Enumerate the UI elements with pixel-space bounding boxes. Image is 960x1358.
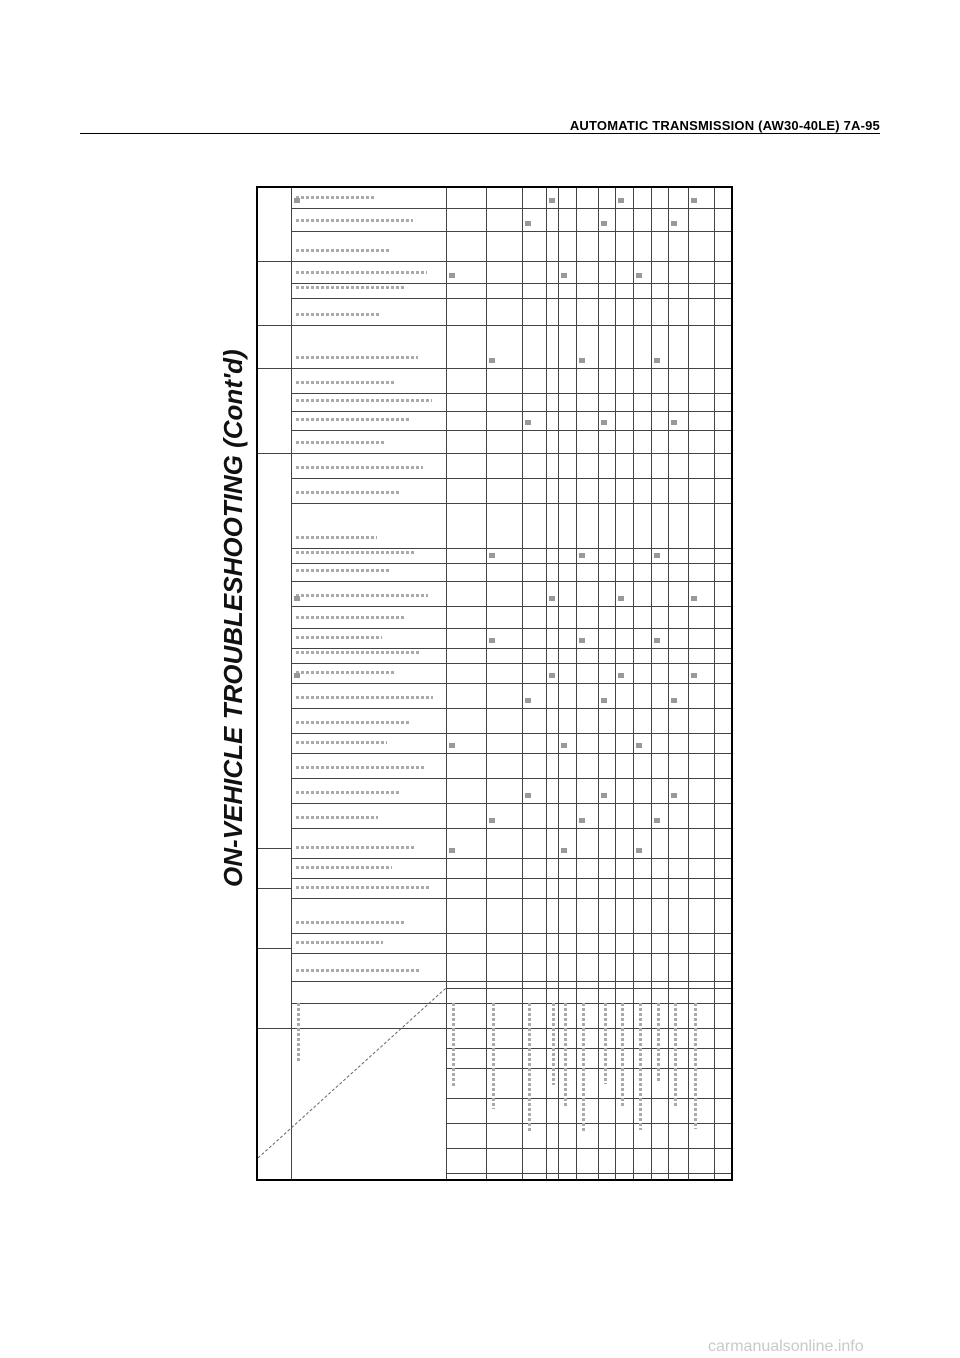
illegible-cell-mark <box>489 358 495 363</box>
illegible-cell-mark <box>671 698 677 703</box>
illegible-row-label <box>296 356 418 359</box>
illegible-row-label <box>296 741 387 744</box>
illegible-row-label <box>296 866 392 869</box>
illegible-cell-mark <box>601 793 607 798</box>
illegible-cell-mark <box>691 198 697 203</box>
illegible-row-label <box>296 271 427 274</box>
illegible-cell-mark <box>294 596 300 601</box>
illegible-row-label <box>296 846 415 849</box>
illegible-cell-mark <box>561 743 567 748</box>
illegible-cell-mark <box>636 743 642 748</box>
illegible-cell-mark <box>618 198 624 203</box>
illegible-row-label <box>296 536 377 539</box>
illegible-row-label <box>296 671 396 674</box>
illegible-cell-mark <box>549 198 555 203</box>
illegible-column-header <box>657 1003 660 1083</box>
illegible-row-label <box>296 196 376 199</box>
illegible-row-label <box>296 219 413 222</box>
illegible-cell-mark <box>601 420 607 425</box>
page-title: ON-VEHICLE TROUBLESHOOTING (Cont'd) <box>218 349 248 887</box>
illegible-cell-mark <box>525 420 531 425</box>
illegible-row-label <box>296 491 400 494</box>
illegible-cell-mark <box>294 673 300 678</box>
illegible-row-label <box>296 551 414 554</box>
illegible-column-header <box>694 1003 697 1129</box>
illegible-cell-mark <box>601 221 607 226</box>
illegible-column-header <box>674 1003 677 1106</box>
illegible-cell-mark <box>618 596 624 601</box>
illegible-cell-mark <box>654 818 660 823</box>
illegible-row-label <box>296 466 423 469</box>
illegible-column-header <box>528 1003 531 1132</box>
illegible-row-label <box>296 569 391 572</box>
header-band-rule <box>446 988 731 989</box>
illegible-cell-mark <box>671 793 677 798</box>
illegible-cell-mark <box>449 273 455 278</box>
illegible-cell-mark <box>691 596 697 601</box>
illegible-column-header <box>604 1003 607 1084</box>
illegible-cell-mark <box>549 596 555 601</box>
illegible-cell-mark <box>525 793 531 798</box>
illegible-row-label <box>296 721 410 724</box>
illegible-cell-mark <box>671 221 677 226</box>
illegible-cell-mark <box>549 673 555 678</box>
illegible-row-label <box>296 816 378 819</box>
illegible-cell-mark <box>449 848 455 853</box>
illegible-cell-mark <box>525 698 531 703</box>
illegible-row-label <box>296 636 382 639</box>
illegible-row-label <box>296 766 424 769</box>
illegible-row-label <box>296 249 390 252</box>
illegible-row-label <box>296 441 386 444</box>
watermark: carmanualsonline.info <box>708 1338 864 1355</box>
illegible-cell-mark <box>294 198 300 203</box>
illegible-row-label <box>296 313 381 316</box>
illegible-cell-mark <box>601 698 607 703</box>
illegible-row-label <box>296 941 383 944</box>
illegible-cell-mark <box>489 638 495 643</box>
header-rule <box>80 133 880 134</box>
illegible-cell-mark <box>489 553 495 558</box>
illegible-cell-mark <box>691 673 697 678</box>
illegible-column-header <box>492 1003 495 1109</box>
illegible-cell-mark <box>561 848 567 853</box>
illegible-row-label <box>296 696 433 699</box>
illegible-column-header <box>564 1003 567 1108</box>
illegible-row-label <box>296 969 420 972</box>
illegible-cell-mark <box>579 358 585 363</box>
illegible-cell-mark <box>449 743 455 748</box>
illegible-column-header <box>552 1003 555 1085</box>
illegible-row-label <box>296 651 419 654</box>
illegible-cell-mark <box>579 553 585 558</box>
illegible-cell-mark <box>489 818 495 823</box>
illegible-row-label <box>296 594 428 597</box>
illegible-cell-mark <box>636 273 642 278</box>
illegible-row-label <box>296 399 432 402</box>
illegible-column-header <box>452 1003 455 1086</box>
illegible-cell-mark <box>579 638 585 643</box>
illegible-row-label <box>296 791 401 794</box>
illegible-row-label <box>296 286 404 289</box>
illegible-cell-mark <box>525 221 531 226</box>
illegible-column-header <box>639 1003 642 1130</box>
page-header-title: AUTOMATIC TRANSMISSION (AW30-40LE) 7A-95 <box>569 118 880 133</box>
illegible-row-label <box>296 418 409 421</box>
illegible-cell-mark <box>654 638 660 643</box>
illegible-row-label <box>296 886 429 889</box>
illegible-cell-mark <box>654 358 660 363</box>
illegible-column-header <box>297 1003 300 1063</box>
illegible-cell-mark <box>654 553 660 558</box>
illegible-cell-mark <box>561 273 567 278</box>
illegible-row-label <box>296 616 405 619</box>
illegible-column-header <box>621 1003 624 1107</box>
troubleshooting-table <box>256 186 733 1181</box>
illegible-cell-mark <box>618 673 624 678</box>
illegible-cell-mark <box>671 420 677 425</box>
illegible-row-label <box>296 381 395 384</box>
illegible-column-header <box>582 1003 585 1131</box>
illegible-cell-mark <box>579 818 585 823</box>
illegible-row-label <box>296 921 406 924</box>
illegible-cell-mark <box>636 848 642 853</box>
